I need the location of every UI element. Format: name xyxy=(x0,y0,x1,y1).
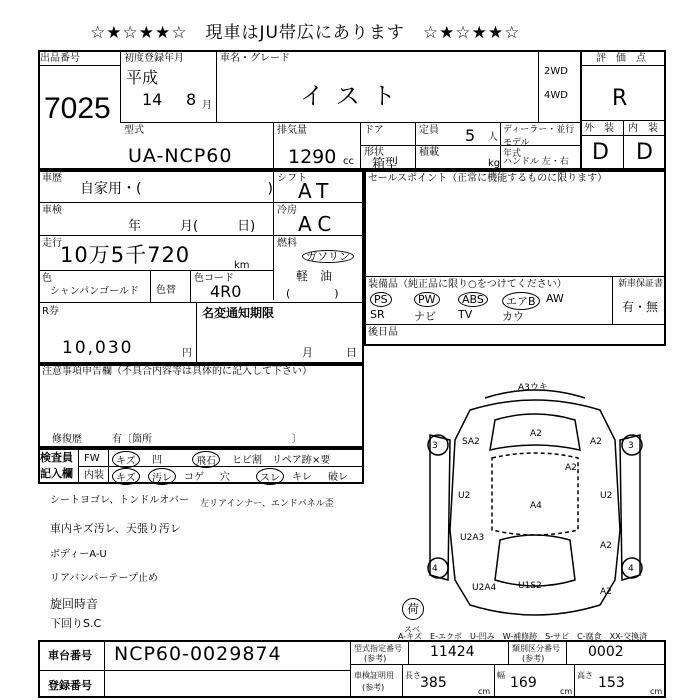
reg-label: 初度登録年月 xyxy=(124,53,184,64)
doors-label: ドア xyxy=(364,125,384,136)
diagram-mark-2: A2 xyxy=(590,437,602,447)
diagram-circled-1: 3 xyxy=(432,441,438,451)
dims-length-label: 長さ xyxy=(405,671,421,680)
rating-label: 評 価 点 xyxy=(596,53,646,64)
reg-month-unit: 月 xyxy=(202,100,212,111)
aircon-value: AC xyxy=(298,212,338,236)
mileage-label: 走行 xyxy=(42,238,62,249)
fuel-value-circled: ガソリン xyxy=(302,250,354,263)
cargo-mark xyxy=(402,598,424,620)
ext-label: 外 装 xyxy=(584,123,614,134)
check-item-r1-6: ×要 xyxy=(312,455,331,466)
repair-label: 修復歴 xyxy=(52,434,82,445)
equipment-row1 xyxy=(370,292,610,308)
class-spec-value: 0002 xyxy=(588,644,624,660)
diagram-mark-12: A2 xyxy=(600,587,612,597)
diagram-top-mark: A3ウキ xyxy=(518,383,548,393)
car-name: イスト xyxy=(300,82,408,110)
diagram-legend: A-キズ E-エクボ U-凹み W-補修跡 S-サビ C-腐食 XX-交換済 xyxy=(398,632,648,641)
dims-height-label: 高さ xyxy=(577,671,593,680)
check-item-r1-5: リペア跡 xyxy=(272,455,312,466)
check-item-r2-5: スレ xyxy=(256,468,284,485)
dims-width-label: 幅 xyxy=(497,671,505,680)
fuel-value xyxy=(302,250,354,263)
sales-point-label: セールスポイント（正常に機能するものに限ります） xyxy=(368,173,608,184)
dims-height: 153 xyxy=(598,675,625,691)
mileage-unit: km xyxy=(234,260,250,271)
color-label: 色 xyxy=(42,273,52,284)
class-spec-sub: (参考) xyxy=(522,654,545,663)
aircon-label: 冷房 xyxy=(277,205,297,216)
inspection-label: 車検 xyxy=(42,205,62,216)
recycle-unit: 円 xyxy=(182,348,192,359)
load-label: 積載 xyxy=(419,147,439,158)
diagram-mark-8: U2A3 xyxy=(460,533,485,543)
equipment-item-r1-4: エアB xyxy=(502,292,540,310)
usage-label: 車歴 xyxy=(42,173,62,184)
shift-label: シフト xyxy=(277,173,307,184)
shift-value: AT xyxy=(298,179,335,203)
name-change-label: 名変通知期限 xyxy=(202,306,275,320)
diagram-mark-1: A2 xyxy=(530,429,542,439)
model-label: 型式 xyxy=(124,125,144,136)
color-value: シャンパンゴールド xyxy=(50,286,139,297)
equipment-row2 xyxy=(370,308,610,324)
displacement-label: 排気量 xyxy=(277,125,307,136)
diagram-mark-5: U2 xyxy=(458,491,471,501)
equipment-item-r1-1: PS xyxy=(370,292,392,307)
diagram-mark-9: A2 xyxy=(600,541,612,551)
reg-era: 平成 xyxy=(126,68,159,87)
recycle-label: R券 xyxy=(42,306,59,317)
model-year-label: モデル年式 xyxy=(503,138,530,159)
diagram-mark-6: A4 xyxy=(530,501,542,511)
model-value: UA-NCP60 xyxy=(128,145,233,167)
remark-1: シートヨゴレ、トンドルオバー xyxy=(50,495,189,506)
remark-3: 車内キズ汚レ、天張り汚レ xyxy=(50,522,181,535)
diagram-circled-2: 3 xyxy=(628,441,634,451)
capacity-unit: 人 xyxy=(488,132,498,143)
color-code-label: 色コード xyxy=(194,273,234,284)
dims-length: 385 xyxy=(420,675,447,691)
equipment-label: 装備品（純正品に限り○をつけてください） xyxy=(368,279,567,290)
color-change-label: 色替 xyxy=(156,285,176,296)
equipment-item-r1-5: AW xyxy=(546,292,564,305)
regnum-label: 登録番号 xyxy=(48,679,92,692)
dims-height-unit: cm xyxy=(650,687,663,696)
fuel-diesel: 軽 油 xyxy=(296,269,333,283)
lot-number: 7025 xyxy=(44,92,111,125)
int-label: 内 装 xyxy=(628,123,658,134)
wheel-rl xyxy=(428,558,448,578)
dims-sub: (参考) xyxy=(362,683,385,692)
capacity-label: 定員 xyxy=(419,125,439,136)
fuel-paren: ( ) xyxy=(286,287,339,300)
equipment-item-r1-2: PW xyxy=(414,292,440,307)
check-row2 xyxy=(112,468,362,482)
name-change-text: 月 日 xyxy=(302,346,357,359)
handle-label: ハンドル 左・右 xyxy=(503,157,569,167)
type-spec-sub: (参考) xyxy=(364,654,387,663)
diagram-circled-3: 4 xyxy=(432,564,438,574)
cargo-mark-text: 荷 xyxy=(406,602,419,616)
check-item-r2-6: キレ xyxy=(292,472,312,483)
displacement-value: 1290 xyxy=(288,146,337,168)
load-unit: kg xyxy=(488,158,501,169)
displacement-unit: cc xyxy=(343,156,354,167)
remark-4: ボディーA-U xyxy=(50,549,107,560)
dealer-label: ディーラー・並行 xyxy=(503,125,575,135)
dims-length-unit: cm xyxy=(478,687,491,696)
check-item-r2-4: 穴 xyxy=(220,472,230,483)
check-item-r2-3: コゲ xyxy=(184,472,204,483)
equipment-item-r2-2: ナビ xyxy=(414,310,436,323)
repair-label-value: 有〔箇所 〕 xyxy=(112,434,302,445)
check-label-1: 検査員 xyxy=(40,451,73,464)
check-item-r1-2: 凹 xyxy=(152,455,162,466)
usage-value: 自家用・( ) xyxy=(80,181,273,197)
diagram-mark-11: U1S2 xyxy=(518,581,542,591)
check-item-r2-7: 破レ xyxy=(328,472,348,483)
notes-label: 注意事項申告欄（不具合内容等は具体的に記入して下さい） xyxy=(42,366,312,377)
check-row1-head: FW xyxy=(84,453,100,464)
check-item-r2-1: キズ xyxy=(112,468,140,485)
reg-year: 14 xyxy=(142,90,163,109)
type-spec-value: 11424 xyxy=(430,644,475,660)
chassis-label: 車台番号 xyxy=(48,649,92,662)
inspection-text: 年 月( 日) xyxy=(128,219,256,234)
check-item-r1-3: 飛石 xyxy=(192,451,220,468)
fuel-label: 燃料 xyxy=(277,238,297,249)
dims-width-unit: cm xyxy=(560,687,573,696)
diagram-mark-10: U2A4 xyxy=(472,583,497,593)
shape-value: 箱型 xyxy=(372,157,399,172)
reg-month: 8 xyxy=(186,90,197,109)
equipment-item-r2-1: SR xyxy=(370,308,385,321)
check-item-r1-1: キズ xyxy=(112,451,140,468)
banner: ☆★☆★★☆ 現車はJU帯広にあります ☆★☆★★☆ xyxy=(90,23,521,43)
lot-label: 出品番号 xyxy=(40,53,80,64)
mileage-value: 10万5千720 xyxy=(60,243,191,267)
cargo-mark-sub: スベ xyxy=(404,625,420,634)
remark-6: 旋回時音 xyxy=(50,597,99,611)
diagram-circled-4: 4 xyxy=(628,564,634,574)
remark-5: リアバンパーテープ止め xyxy=(50,573,158,584)
check-item-r1-4: ヒビ割 xyxy=(232,455,262,466)
warranty-value: 有・無 xyxy=(622,300,659,314)
diagram-mark-7: U2 xyxy=(600,491,613,501)
recycle-value: 10,030 xyxy=(62,338,134,358)
ext-value: D xyxy=(592,140,609,165)
rating-value: R xyxy=(612,86,628,111)
check-item-r2-2: 汚レ xyxy=(148,468,176,485)
capacity-value: 5 xyxy=(465,126,476,145)
remark-2: 左リアインナー、エンドパネル歪 xyxy=(200,499,334,509)
equipment-item-r2-3: TV xyxy=(458,308,473,321)
chassis-value: NCP60-0029874 xyxy=(114,643,282,665)
dims-width: 169 xyxy=(510,675,537,691)
car-diagram xyxy=(400,380,670,640)
rear-seat-label: 後日品 xyxy=(368,327,398,338)
remark-7: 下回りS.C xyxy=(50,617,102,630)
drive-4wd: 4WD xyxy=(544,90,568,101)
diagram-mark-4: A2 xyxy=(565,463,577,473)
check-row2-head: 内装 xyxy=(84,470,104,481)
dims-label: 車検証明用 xyxy=(354,671,394,680)
drive-2wd: 2WD xyxy=(544,66,568,77)
car-name-label: 車名・グレード xyxy=(220,53,290,64)
warranty-label: 新車保証書 xyxy=(618,279,664,289)
diagram-mark-3: SA2 xyxy=(462,437,480,447)
class-spec-label: 類別区分番号 xyxy=(512,644,560,653)
int-value: D xyxy=(636,140,653,165)
wheel-fl xyxy=(428,435,448,455)
shape-label: 形状 xyxy=(364,147,384,158)
check-row1 xyxy=(112,451,362,465)
color-code-value: 4R0 xyxy=(210,282,242,301)
type-spec-label: 型式指定番号 xyxy=(354,644,402,653)
equipment-item-r2-4: カウ xyxy=(502,310,524,323)
check-label-2: 記入欄 xyxy=(40,467,73,480)
equipment-item-r1-3: ABS xyxy=(458,292,488,307)
rear-outline xyxy=(495,535,575,586)
